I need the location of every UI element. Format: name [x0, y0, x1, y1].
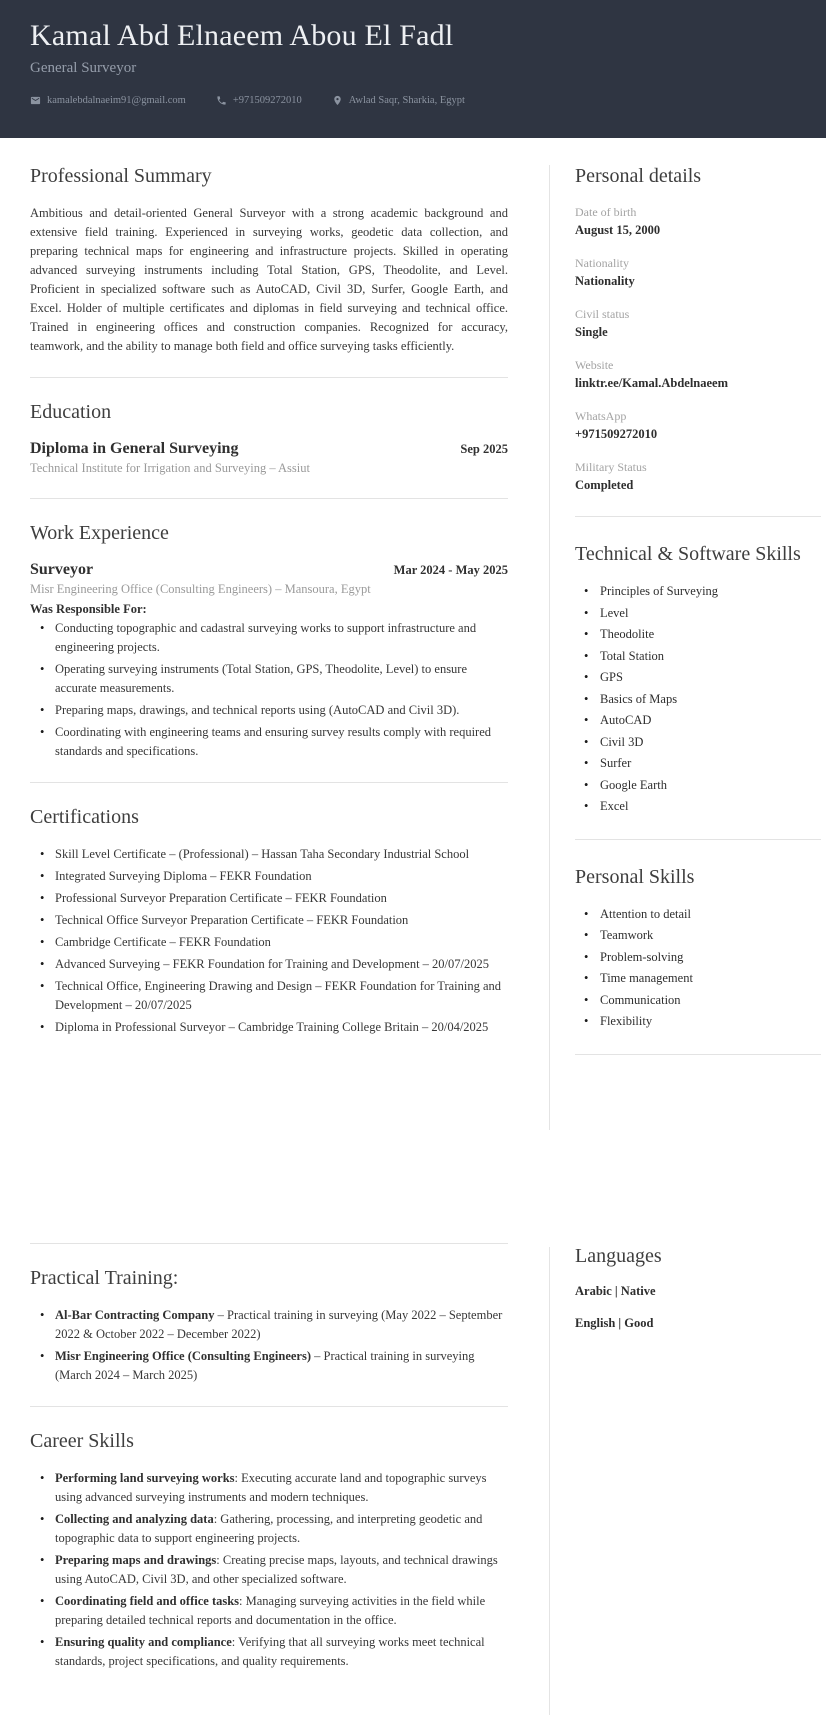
field-label: WhatsApp: [575, 409, 627, 423]
list-item: • Operating surveying instruments (Total Station, GPS, Theodolite, Level) to ensure accurate measurements.: [30, 660, 508, 698]
section-career-skills: [30, 1428, 508, 1671]
candidate-name: Kamal Abd Elnaeem Abou El Fadl: [30, 19, 454, 52]
personal-field: [575, 255, 821, 290]
education-date: Sep 2025: [460, 442, 508, 456]
experience-company: Misr Engineering Office (Consulting Engineers) – Mansoura, Egypt: [30, 582, 371, 596]
personal-field: [575, 204, 821, 239]
field-value: Completed: [575, 478, 634, 492]
item-rest: – Practical training in surveying (May 2022 – September 2022 & October 2022 – December 2022): [55, 1308, 503, 1341]
personal-field: [575, 459, 821, 494]
field-label: Nationality: [575, 256, 629, 270]
item-rest: : Managing surveying activities in the field while preparing detailed technical reports and documentation in the office.: [55, 1594, 486, 1627]
candidate-job-title: General Surveyor: [30, 60, 137, 76]
section-work-experience: [30, 520, 508, 761]
section-heading: Work Experience: [30, 522, 169, 544]
column-divider-page1: [549, 165, 550, 1130]
list-item: • Professional Surveyor Preparation Certificate – FEKR Foundation: [30, 889, 508, 908]
item-lead: Ensuring quality and compliance: [55, 1635, 232, 1649]
list-item: • Excel: [575, 797, 821, 817]
list-item: • GPS: [575, 668, 821, 688]
section-heading: Languages: [575, 1245, 662, 1267]
career-skills-list: [30, 1469, 508, 1671]
section-divider: [575, 516, 821, 517]
contact-location-text: Awlad Saqr, Sharkia, Egypt: [348, 95, 465, 106]
list-item: • Flexibility: [575, 1012, 821, 1032]
envelope-icon: [30, 95, 41, 106]
main-column-page1: [30, 163, 508, 1040]
personal-field: [575, 357, 821, 392]
column-divider-page2: [549, 1247, 550, 1715]
section-heading: Practical Training:: [30, 1267, 179, 1289]
list-item: • Diploma in Professional Surveyor – Cambridge Training College Britain – 20/04/2025: [30, 1018, 508, 1037]
map-pin-icon: [332, 95, 343, 106]
section-technical-skills: [575, 541, 821, 817]
list-item: • Time management: [575, 969, 821, 989]
list-item: • Teamwork: [575, 926, 821, 946]
section-divider: [575, 1054, 821, 1055]
section-certifications: [30, 804, 508, 1037]
item-lead: Collecting and analyzing data: [55, 1512, 214, 1526]
education-entry: [30, 440, 508, 458]
section-languages: [575, 1243, 821, 1331]
personal-field: [575, 306, 821, 341]
list-item: • Principles of Surveying: [575, 582, 821, 602]
sidebar-page1: [575, 163, 821, 1079]
main-column-page2: [30, 1243, 508, 1674]
list-item: • Technical Office, Engineering Drawing and Design – FEKR Foundation for Training and Development – 20/07/2025: [30, 977, 508, 1015]
section-heading: Technical & Software Skills: [575, 543, 801, 565]
certifications-list: [30, 845, 508, 1037]
job-role: Surveyor: [30, 561, 94, 578]
section-heading: Personal details: [575, 165, 702, 187]
list-item: • Coordinating with engineering teams and ensuring survey results comply with required standards and specifications.: [30, 723, 508, 761]
section-heading: Certifications: [30, 806, 139, 828]
list-item: [30, 1347, 508, 1385]
personal-skills-list: [575, 905, 821, 1032]
item-lead: Misr Engineering Office (Consulting Engineers): [55, 1349, 312, 1363]
item-lead: Performing land surveying works: [55, 1471, 235, 1485]
experience-intro: Was Responsible For:: [30, 602, 147, 616]
list-item: • Cambridge Certificate – FEKR Foundation: [30, 933, 508, 952]
contact-row: [30, 95, 796, 106]
experience-entry: [30, 561, 508, 579]
experience-date: Mar 2024 - May 2025: [393, 563, 508, 577]
contact-phone-text: +971509272010: [232, 95, 302, 106]
field-label: Civil status: [575, 307, 630, 321]
section-divider: [30, 782, 508, 783]
phone-icon: [216, 95, 227, 106]
list-item: [30, 1592, 508, 1630]
field-value: Single: [575, 325, 608, 339]
language-item: Arabic | Native: [575, 1284, 656, 1298]
section-heading: Professional Summary: [30, 165, 212, 187]
list-item: • Integrated Surveying Diploma – FEKR Foundation: [30, 867, 508, 886]
list-item: • Civil 3D: [575, 733, 821, 753]
list-item: [30, 1306, 508, 1344]
item-lead: Coordinating field and office tasks: [55, 1594, 240, 1608]
list-item: [30, 1551, 508, 1589]
item-rest: – Practical training in surveying (March 2024 – March 2025): [55, 1349, 475, 1382]
summary-text: Ambitious and detail-oriented General Surveyor with a strong academic background and extensive field training. Experienced in surveying works, geodetic data collection, and preparing technical maps for engineering and infrastructure projects. Skilled in operating advanced surveying instruments including Total Station, GPS, Theodolite, and Level. Proficient in specialized software such as AutoCAD, Civil 3D, Surfer, Google Earth, and Excel. Holder of multiple certificates and diplomas in field surveying and technical office. Trained in engineering offices and construction companies. Recognized for accuracy, teamwork, and the ability to manage both field and office surveying tasks efficiently.: [30, 206, 508, 353]
list-item: • Google Earth: [575, 776, 821, 796]
field-label: Date of birth: [575, 205, 637, 219]
field-value: +971509272010: [575, 427, 658, 441]
list-item: • Communication: [575, 991, 821, 1011]
item-rest: : Verifying that all surveying works meet technical standards, project specifications, and quality requirements.: [55, 1635, 485, 1668]
list-item: • Surfer: [575, 754, 821, 774]
language-item: English | Good: [575, 1316, 654, 1330]
list-item: • Total Station: [575, 647, 821, 667]
list-item: • AutoCAD: [575, 711, 821, 731]
item-lead: Al-Bar Contracting Company: [55, 1308, 215, 1322]
degree-title: Diploma in General Surveying: [30, 440, 239, 457]
section-divider: [575, 839, 821, 840]
item-rest: : Creating precise maps, layouts, and technical drawings using AutoCAD, Civil 3D, and other specialized software.: [55, 1553, 498, 1586]
item-rest: : Gathering, processing, and interpreting geodetic and topographic data to support engineering projects.: [55, 1512, 483, 1545]
list-item: [30, 1469, 508, 1507]
field-label: Website: [575, 358, 614, 372]
resume-header: [0, 0, 826, 138]
section-heading: Personal Skills: [575, 865, 695, 888]
personal-field: [575, 408, 821, 443]
contact-location: [332, 95, 465, 106]
list-item: • Technical Office Surveyor Preparation Certificate – FEKR Foundation: [30, 911, 508, 930]
field-value: Nationality: [575, 274, 635, 288]
list-item: • Conducting topographic and cadastral surveying works to support infrastructure and engineering projects.: [30, 619, 508, 657]
section-practical-training: [30, 1265, 508, 1385]
contact-phone: [216, 95, 302, 106]
section-divider: [30, 1243, 508, 1244]
contact-email: [30, 95, 186, 106]
section-heading: Career Skills: [30, 1430, 134, 1452]
sidebar-page2: [575, 1243, 821, 1348]
section-heading: Education: [30, 401, 112, 423]
contact-email-text: kamalebdalnaeim91@gmail.com: [47, 95, 186, 106]
section-divider: [30, 377, 508, 378]
list-item: • Preparing maps, drawings, and technical reports using (AutoCAD and Civil 3D).: [30, 701, 508, 720]
list-item: • Theodolite: [575, 625, 821, 645]
section-personal-details: [575, 163, 821, 494]
list-item: • Skill Level Certificate – (Professional) – Hassan Taha Secondary Industrial School: [30, 845, 508, 864]
technical-skills-list: [575, 582, 821, 817]
education-school: Technical Institute for Irrigation and Surveying – Assiut: [30, 461, 310, 475]
experience-bullet-list: [30, 619, 508, 761]
list-item: • Advanced Surveying – FEKR Foundation for Training and Development – 20/07/2025: [30, 955, 508, 974]
field-value-website: linktr.ee/Kamal.Abdelnaeem: [575, 376, 729, 390]
list-item: [30, 1633, 508, 1671]
list-item: • Level: [575, 604, 821, 624]
section-personal-skills: [575, 864, 821, 1032]
list-item: • Problem-solving: [575, 948, 821, 968]
field-value: August 15, 2000: [575, 223, 661, 237]
list-item: • Basics of Maps: [575, 690, 821, 710]
list-item: [30, 1510, 508, 1548]
list-item: • Attention to detail: [575, 905, 821, 925]
section-divider: [30, 1406, 508, 1407]
field-label: Military Status: [575, 460, 647, 474]
item-lead: Preparing maps and drawings: [55, 1553, 217, 1567]
section-professional-summary: [30, 163, 508, 356]
practical-training-list: [30, 1306, 508, 1385]
section-education: [30, 399, 508, 477]
item-rest: : Executing accurate land and topographic surveys using advanced surveying instruments and modern techniques.: [55, 1471, 487, 1504]
section-divider: [30, 498, 508, 499]
